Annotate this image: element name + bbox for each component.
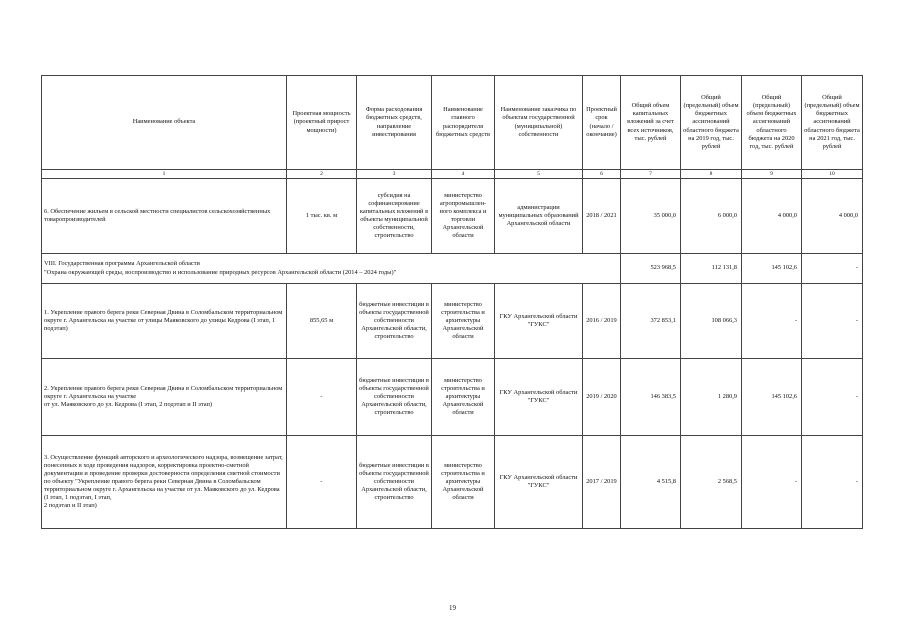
column-number: 6 — [583, 170, 621, 179]
total-cell: 4 515,8 — [621, 436, 681, 529]
total-cell: 372 853,1 — [621, 284, 681, 359]
column-number-row — [42, 170, 863, 179]
section-title-cell: VIII. Государственная программа Архангельской области "Охрана окружающей среды, воспроизводство и использование природных ресурсов Архангельской области (2014 – 2024 годы)" — [42, 254, 621, 284]
manager-cell: министерство строительства и архитектуры Архангельской области — [432, 284, 495, 359]
form-cell: бюджетные инвестиции в объекты государственной собственности Архангельской области, строительство — [357, 436, 432, 529]
term-cell: 2018 / 2021 — [583, 179, 621, 254]
column-number: 3 — [357, 170, 432, 179]
budget-2019-cell: 108 066,3 — [681, 284, 742, 359]
total-cell: 35 000,0 — [621, 179, 681, 254]
budget-2019-cell: 6 000,0 — [681, 179, 742, 254]
customer-cell: ГКУ Архангельской области "ГУКС" — [495, 436, 583, 529]
customer-cell: ГКУ Архангельской области "ГУКС" — [495, 359, 583, 436]
page-number: 19 — [449, 604, 456, 612]
form-cell: бюджетные инвестиции в объекты государственной собственности Архангельской области, строительство — [357, 359, 432, 436]
budget-2020-cell: 4 000,0 — [742, 179, 802, 254]
form-cell: субсидия на софинансирование капитальных вложений в объекты муниципальной собственности, строительство — [357, 179, 432, 254]
budget-2019-cell: 2 568,5 — [681, 436, 742, 529]
customer-cell: администрации муниципальных образований Архангельской области — [495, 179, 583, 254]
term-cell: 2016 / 2019 — [583, 284, 621, 359]
budget-2021-cell: - — [802, 284, 863, 359]
total-cell: 523 968,5 — [621, 254, 681, 284]
manager-cell: министерство строительства и архитектуры Архангельской области — [432, 436, 495, 529]
column-number: 4 — [432, 170, 495, 179]
header-cell: Общий (предельный) объем бюджетных ассигнований областного бюджета на 2021 год, тыс. рублей — [802, 76, 863, 170]
capacity-cell: - — [287, 436, 357, 529]
header-cell: Наименование объекта — [42, 76, 287, 170]
budget-2020-cell: 145 102,6 — [742, 359, 802, 436]
term-cell: 2017 / 2019 — [583, 436, 621, 529]
table-row — [42, 179, 863, 254]
budget-2020-cell: 145 102,6 — [742, 254, 802, 284]
object-name-cell: 3. Осуществление функций авторского и археологического надзора, возмещение затрат, понесенных в ходе проведения надзоров, корректировка проектно-сметной документации и проведение проверки достоверности определения сметной стоимости по объекту "Укрепление правого берега реки Северная Двина в Соломбальском территориальном округе г. Архангельска на участке от ул. Маяковского до ул. Кедрова (I этап, 1 подэтап, I этап, 2 подэтап и II этап) — [42, 436, 287, 529]
header-cell: Форма расходования бюджетных средств, направление инвестирования — [357, 76, 432, 170]
budget-2021-cell: - — [802, 359, 863, 436]
object-name-cell: 1. Укрепление правого берега реки Северная Двина в Соломбальском территориальном округе г. Архангельска на участке от улицы Маяковского до улицы Кедрова (I этап, 1 подэтап) — [42, 284, 287, 359]
budget-2019-cell: 112 131,8 — [681, 254, 742, 284]
object-name-cell: 6. Обеспечение жильем в сельской местности специалистов сельскохозяйственных товаропроизводителей — [42, 179, 287, 254]
header-row — [42, 76, 863, 170]
table-row — [42, 359, 863, 436]
capital-investment-table — [41, 75, 863, 529]
header-cell: Общий (предельный) объем бюджетных ассигнований областного бюджета на 2020 год, тыс. рублей — [742, 76, 802, 170]
column-number: 2 — [287, 170, 357, 179]
customer-cell: ГКУ Архангельской области "ГУКС" — [495, 284, 583, 359]
table-row — [42, 436, 863, 529]
section-row — [42, 254, 863, 284]
capacity-cell: 855,65 м — [287, 284, 357, 359]
manager-cell: министерство агропромышлен-ного комплекса и торговли Архангельской области — [432, 179, 495, 254]
header-cell: Общий (предельный) объем бюджетных ассигнований областного бюджета на 2019 год, тыс. рублей — [681, 76, 742, 170]
column-number: 8 — [681, 170, 742, 179]
column-number: 10 — [802, 170, 863, 179]
manager-cell: министерство строительства и архитектуры Архангельской области — [432, 359, 495, 436]
header-cell: Наименование заказчика по объектам государственной (муниципальной) собственности — [495, 76, 583, 170]
budget-2020-cell: - — [742, 436, 802, 529]
header-cell: Проектная мощность (проектный прирост мощности) — [287, 76, 357, 170]
header-cell: Наименование главного распорядителя бюджетных средств — [432, 76, 495, 170]
budget-2021-cell: 4 000,0 — [802, 179, 863, 254]
capacity-cell: - — [287, 359, 357, 436]
term-cell: 2019 / 2020 — [583, 359, 621, 436]
budget-2021-cell: - — [802, 254, 863, 284]
capacity-cell: 1 тыс. кв. м — [287, 179, 357, 254]
header-cell: Проектный срок (начало / окончание) — [583, 76, 621, 170]
table-row — [42, 284, 863, 359]
form-cell: бюджетные инвестиции в объекты государственной собственности Архангельской области, строительство — [357, 284, 432, 359]
header-cell: Общий объем капитальных вложений за счет всех источников, тыс. рублей — [621, 76, 681, 170]
column-number: 5 — [495, 170, 583, 179]
column-number: 7 — [621, 170, 681, 179]
budget-2020-cell: - — [742, 284, 802, 359]
column-number: 9 — [742, 170, 802, 179]
budget-2021-cell: - — [802, 436, 863, 529]
budget-2019-cell: 1 280,9 — [681, 359, 742, 436]
total-cell: 146 383,5 — [621, 359, 681, 436]
object-name-cell: 2. Укрепление правого берега реки Северная Двина в Соломбальском территориальном округе г. Архангельска на участке от ул. Маяковского до ул. Кедрова (I этап, 2 подэтап и II этап) — [42, 359, 287, 436]
column-number: 1 — [42, 170, 287, 179]
